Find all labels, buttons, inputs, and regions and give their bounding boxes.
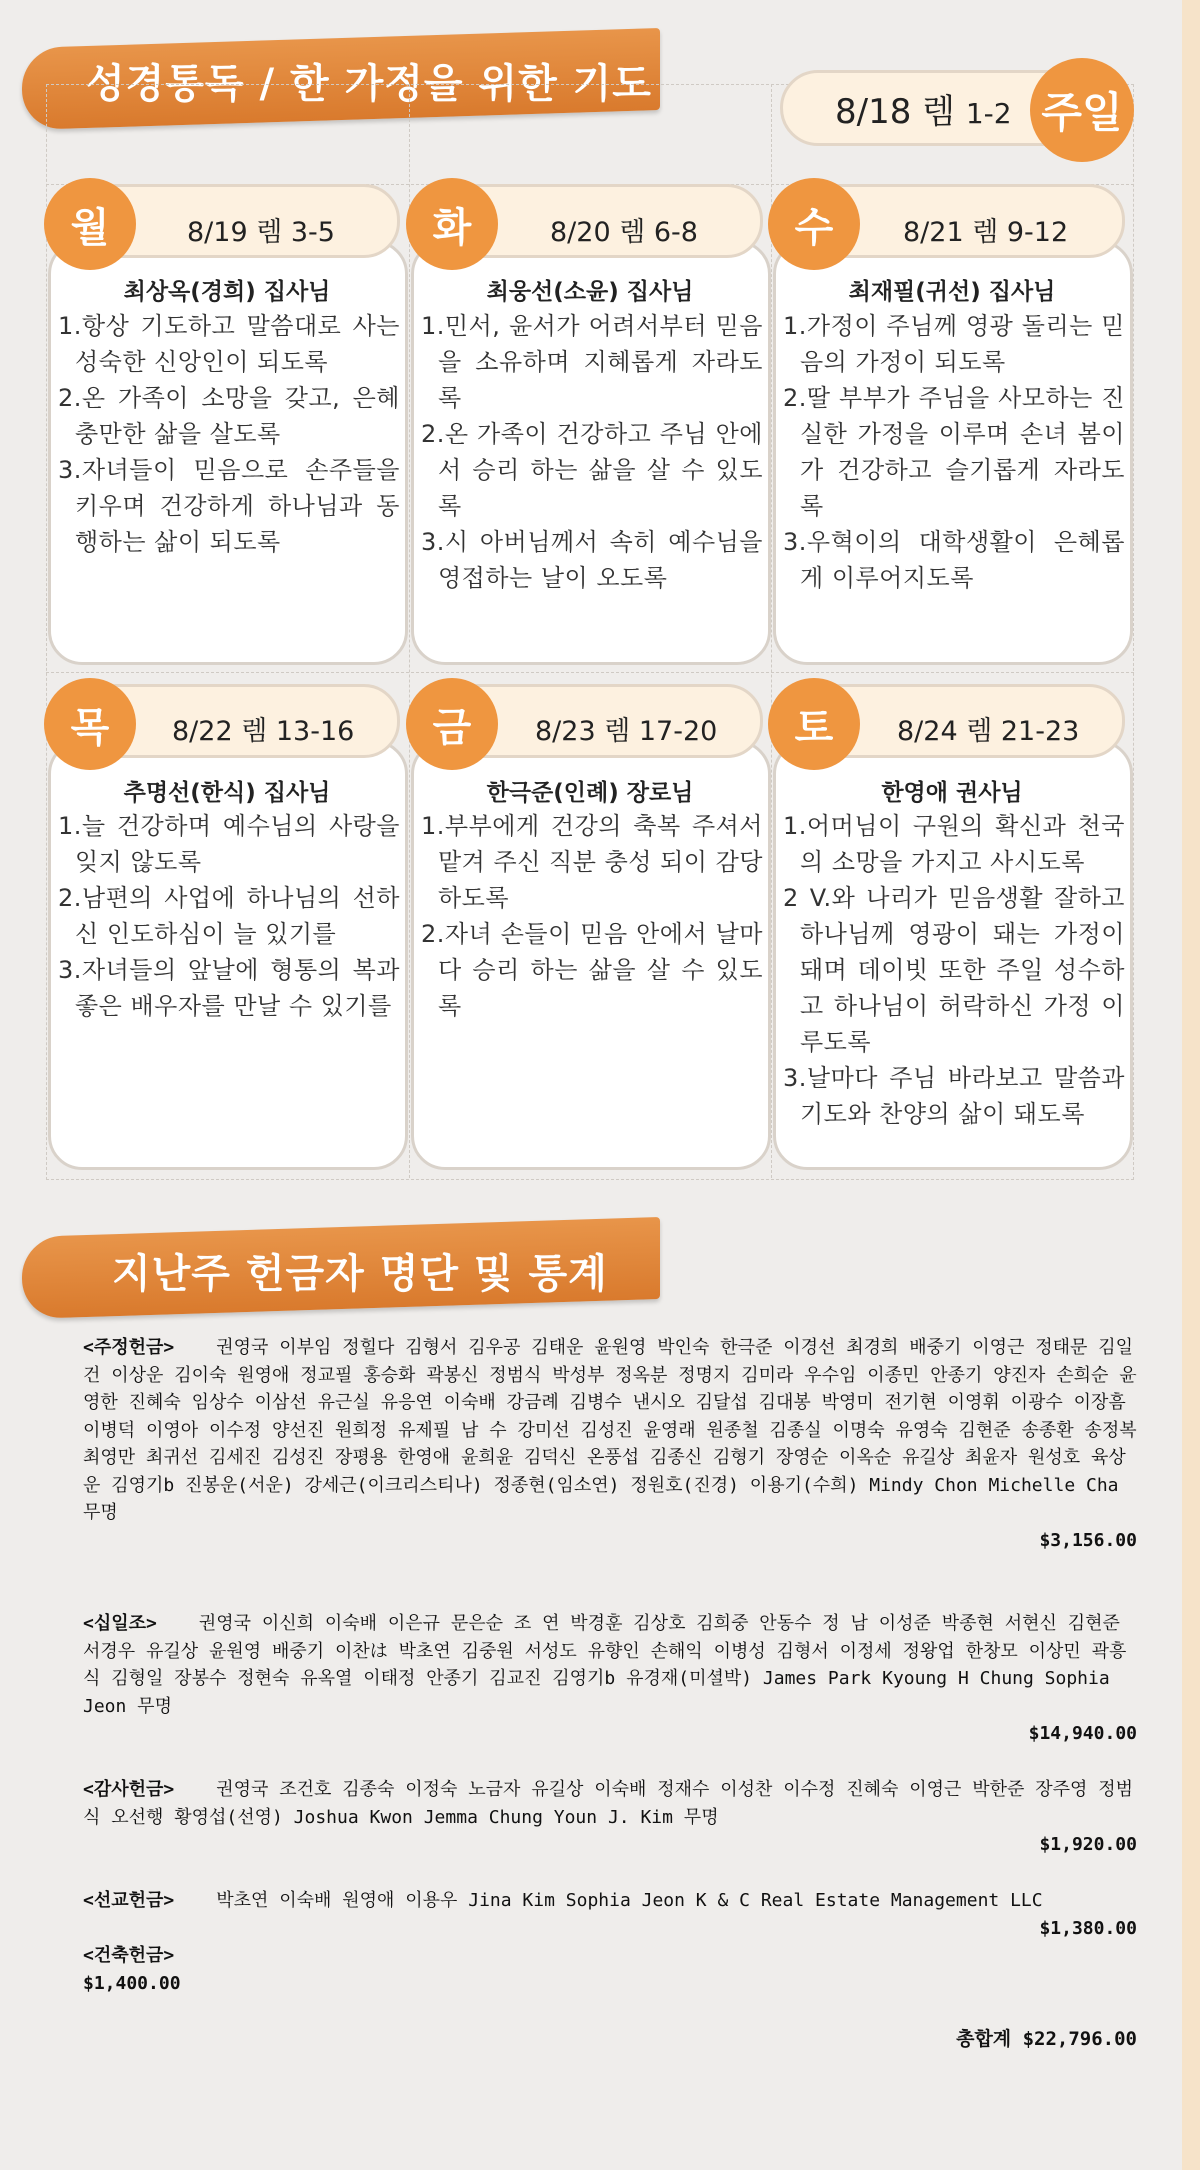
prayer-item: 1.부부에게 건강의 축복 주셔서 맡겨 주신 직분 충성 되이 감당하도록 bbox=[421, 812, 763, 912]
day-badge-sat: 토 bbox=[768, 678, 860, 770]
grand-total: 총합계 $22,796.00 bbox=[956, 2028, 1137, 2050]
reading-ref-mon: 8/19 렘 3-5 bbox=[187, 217, 335, 248]
prayer-person-mon: 최상옥(경희) 집사님 bbox=[123, 279, 331, 305]
prayer-item: 1.가정이 주님께 영광 돌리는 믿음의 가정이 되도록 bbox=[783, 312, 1125, 376]
sunday-date: 8/18 bbox=[835, 92, 912, 132]
reading-ref-wed: 8/21 렘 9-12 bbox=[903, 217, 1069, 248]
reading-ref-fri: 8/23 렘 17-20 bbox=[535, 716, 718, 747]
offering-name-list: 권영국 이부임 정힐다 김형서 김우공 김태운 윤원영 박인숙 한극준 이경선 최경희 배중기 이영근 정태문 김일건 이상운 김이숙 원영애 정교필 홍승화 곽봉신 정범식 박성부 정옥분 정명지 김미라 우수임 이종민 안종기 양진자 손희순 윤영한 진혜숙 임상수 이삼선 유근실 유응연 이숙배 강금례 김병수 낸시오 김달섭 김대봉 박영미 전기현 이영휘 이광수 이장흠 이병덕 이영아 이수정 양선진 원희정 유제필 남 수 강미선 김성진 윤영래 원종철 김종실 이명숙 유영숙 김현준 송종환 송정복 최영만 최귀선 김세진 김성진 장평용 한영애 윤희윤 김덕신 온풍섭 김종신 김형기 장영순 이옥순 유길상 최윤자 원성호 육상운 김영기b 진봉운(서운) 강세근(이크리스티나) 정종현(임소연) 정원호(진경) 이용기(수희) Mindy Chon Michelle Cha 무명 bbox=[83, 1337, 1137, 1523]
prayer-item: 3.날마다 주님 바라보고 말씀과 기도와 찬양의 삶이 돼도록 bbox=[783, 1064, 1125, 1128]
prayer-item: 2.자녀 손들이 믿음 안에서 날마다 승리 하는 삶을 살 수 있도록 bbox=[421, 920, 763, 1020]
offering-block-tithe bbox=[83, 1610, 1137, 1748]
offering-names bbox=[83, 1610, 1137, 1720]
sunday-book: 렘 bbox=[922, 92, 956, 132]
sunday-day-badge: 주일 bbox=[1030, 58, 1134, 162]
offering-total: $14,940.00 bbox=[1028, 1723, 1137, 1744]
layout-guide bbox=[771, 84, 772, 1178]
day-badge-thu: 목 bbox=[44, 678, 136, 770]
sunday-reading-ref bbox=[835, 84, 1012, 133]
layout-guide bbox=[46, 672, 1134, 673]
offering-name-list: 권영국 조건호 김종숙 이정숙 노금자 유길상 이숙배 정재수 이성찬 이수정 진혜숙 이영근 박한준 장주영 정범식 오선행 황영섭(선영) Joshua Kwon Jemma Chung Youn J. Kim 무명 bbox=[83, 1779, 1134, 1828]
page-edge-strip bbox=[1182, 0, 1200, 2170]
prayer-item: 2.온 가족이 소망을 갖고, 은혜 충만한 삶을 살도록 bbox=[58, 384, 400, 448]
reading-ref-tue: 8/20 렘 6-8 bbox=[550, 217, 698, 248]
prayer-item: 3.자녀들이 믿음으로 손주들을 키우며 건강하게 하나님과 동행하는 삶이 되도록 bbox=[58, 456, 400, 556]
prayer-item: 1.늘 건강하며 예수님의 사랑을 잊지 않도록 bbox=[58, 812, 400, 876]
prayer-item: 3.시 아버님께서 속히 예수님을 영접하는 날이 오도록 bbox=[421, 528, 763, 592]
day-badge-wed: 수 bbox=[768, 178, 860, 270]
prayer-person-tue: 최웅선(소윤) 집사님 bbox=[486, 279, 694, 305]
offering-names bbox=[83, 1887, 1137, 1915]
prayer-item: 3.우혁이의 대학생활이 은혜롭게 이루어지도록 bbox=[783, 528, 1125, 592]
offering-category: <건축헌금> bbox=[83, 1945, 175, 1966]
offering-block-sunday bbox=[83, 1334, 1137, 1554]
prayer-list-thu bbox=[58, 808, 400, 1024]
offering-category: <주정헌금> bbox=[83, 1337, 175, 1358]
prayer-list-tue bbox=[421, 308, 763, 596]
offering-names bbox=[83, 1334, 1137, 1527]
prayer-person-fri: 한극준(인례) 장로님 bbox=[486, 780, 694, 806]
offering-total: $3,156.00 bbox=[1039, 1529, 1137, 1551]
layout-guide bbox=[409, 84, 410, 1178]
prayer-list-sat bbox=[783, 808, 1125, 1132]
prayer-person-sat: 한영애 권사님 bbox=[881, 780, 1023, 806]
day-badge-tue: 화 bbox=[406, 178, 498, 270]
prayer-item: 1.어머님이 구원의 확신과 천국의 소망을 가지고 사시도록 bbox=[783, 812, 1125, 876]
prayer-item: 3.자녀들의 앞날에 형통의 복과 좋은 배우자를 만날 수 있기를 bbox=[58, 956, 400, 1020]
offering-total: $1,400.00 bbox=[83, 1972, 181, 1994]
offering-name-list: 권영국 이신희 이숙배 이은규 문은순 조 연 박경훈 김상호 김희중 안동수 정 남 이성준 박종현 서현신 김현준 서경우 유길상 윤원영 배중기 이찬は 박초연 김중원 서성도 유향인 손해익 이병성 김형서 이정세 정왕업 한창모 이상민 곽흥식 김형일 장봉수 정현숙 유옥열 이태정 안종기 김교진 김영기b 유경재(미셜박) James Park Kyoung H Chung Sophia Jeon 무명 bbox=[83, 1613, 1127, 1717]
offering-category: <감사헌금> bbox=[83, 1779, 175, 1800]
day-badge-fri: 금 bbox=[406, 678, 498, 770]
offering-name-list: 박초연 이숙배 원영애 이용우 Jina Kim Sophia Jeon K & C Real Estate Management LLC bbox=[216, 1890, 1043, 1911]
prayer-list-fri bbox=[421, 808, 763, 1024]
offering-block-thanks bbox=[83, 1776, 1137, 1859]
prayer-item: 2.남편의 사업에 하나님의 선하신 인도하심이 늘 있기를 bbox=[58, 884, 400, 948]
prayer-person-wed: 최재필(귀선) 집사님 bbox=[848, 279, 1056, 305]
offering-total: $1,380.00 bbox=[1039, 1917, 1137, 1939]
offering-block-building bbox=[83, 1942, 1137, 1997]
offering-category: <십일조> bbox=[83, 1613, 157, 1634]
prayer-person-thu: 추명선(한식) 집사님 bbox=[123, 780, 331, 806]
day-badge-mon: 월 bbox=[44, 178, 136, 270]
section-title-bible-reading: 성경통독 / 한 가정을 위한 기도 bbox=[86, 61, 652, 107]
offering-total: $1,920.00 bbox=[1039, 1834, 1137, 1855]
reading-ref-thu: 8/22 렘 13-16 bbox=[172, 716, 355, 747]
prayer-list-mon bbox=[58, 308, 400, 560]
prayer-item: 2 V.와 나리가 믿음생활 잘하고 하나님께 영광이 돼는 가정이 돼며 데이빗 또한 주일 성수하고 하나님이 허락하신 가정 이루도록 bbox=[783, 884, 1125, 1056]
prayer-item: 2.딸 부부가 주님을 사모하는 진실한 가정을 이루며 손녀 봄이가 건강하고 슬기롭게 자라도록 bbox=[783, 384, 1125, 520]
sunday-chapters: 1-2 bbox=[965, 97, 1012, 130]
offering-category: <선교헌금> bbox=[83, 1890, 175, 1911]
offering-block-mission bbox=[83, 1887, 1137, 1942]
prayer-item: 2.온 가족이 건강하고 주님 안에서 승리 하는 삶을 살 수 있도록 bbox=[421, 420, 763, 520]
section-title-offerings: 지난주 헌금자 명단 및 통계 bbox=[112, 1251, 608, 1297]
reading-ref-sat: 8/24 렘 21-23 bbox=[897, 716, 1080, 747]
prayer-item: 1.민서, 윤서가 어려서부터 믿음을 소유하며 지혜롭게 자라도록 bbox=[421, 312, 763, 412]
prayer-item: 1.항상 기도하고 말씀대로 사는 성숙한 신앙인이 되도록 bbox=[58, 312, 400, 376]
prayer-list-wed bbox=[783, 308, 1125, 596]
offering-names bbox=[83, 1776, 1137, 1831]
